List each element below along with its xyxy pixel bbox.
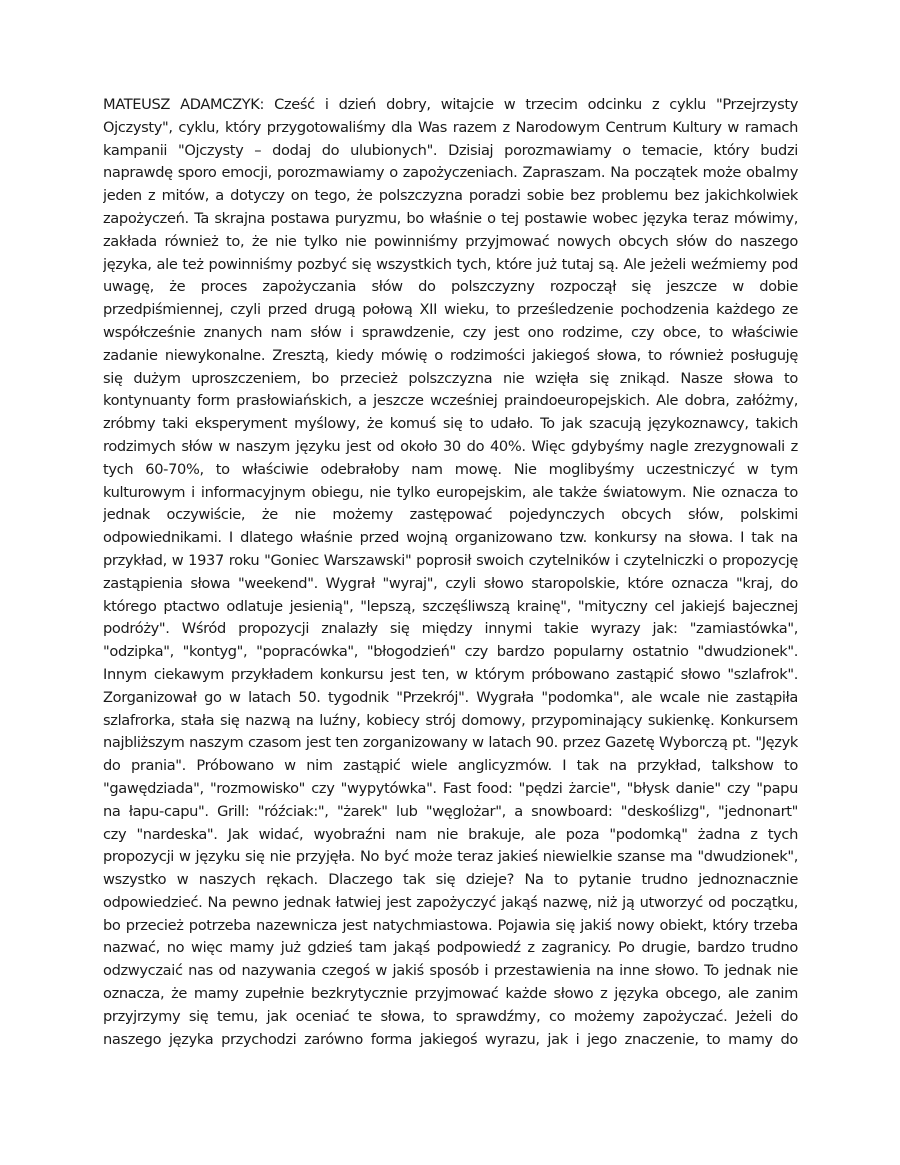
- text-line: przyjrzymy się temu, jak oceniać te słowa, to sprawdźmy, co możemy zapożyczać. Jeżeli do: [103, 1007, 798, 1025]
- text-line: na łapu-capu". Grill: "róźciak:", "żarek" lub "węglożar", a snowboard: "deskoślizg", "jednonart": [103, 802, 798, 820]
- text-line: zastąpienia słowa "weekend". Wygrał "wyraj", czyli słowo staropolskie, które oznacza "kraj, do: [103, 574, 798, 592]
- text-line: przykład, w 1937 roku "Goniec Warszawski" poprosił swoich czytelników i czytelniczki o propozycję: [103, 551, 798, 569]
- text-line: czy "nardeska". Jak widać, wyobraźni nam nie brakuje, ale poza "podomką" żadna z tych: [103, 825, 798, 843]
- text-line: jednak oczywiście, że nie możemy zastępować pojedynczych obcych słów, polskimi: [103, 506, 798, 524]
- text-line: przedpiśmiennej, czyli przed drugą połową XII wieku, to prześledzenie pochodzenia każdego ze: [103, 301, 798, 319]
- text-line: szlafrorka, stała się nazwą na luźny, kobiecy strój domowy, przypominający sukienkę. Konkursem: [103, 711, 798, 729]
- text-line: propozycji w języku się nie przyjęła. No być może teraz jakieś niewielkie szanse ma "dwudzionek",: [103, 848, 798, 866]
- text-line: kontynuanty form prasłowiańskich, a jeszcze wcześniej praindoeuropejskich. Ale dobra, załóżmy,: [103, 392, 798, 410]
- text-line: uwagę, że proces zapożyczania słów do polszczyzny rozpoczął się jeszcze w dobie: [103, 278, 798, 296]
- text-line: kampanii "Ojczysty – dodaj do ulubionych". Dzisiaj porozmawiamy o temacie, który budzi: [103, 141, 798, 159]
- text-line: Innym ciekawym przykładem konkursu jest ten, w którym próbowano zastąpić słowo "szlafrok".: [103, 665, 798, 683]
- text-line: jeden z mitów, a dotyczy on tego, że polszczyzna poradzi sobie bez problemu bez jakichkolwiek: [103, 187, 798, 205]
- transcript-paragraph: [103, 94, 798, 1051]
- text-line: rodzimych słów w naszym języku jest od około 30 do 40%. Więc gdybyśmy nagle zrezygnowali z: [103, 437, 798, 455]
- text-line: Zorganizował go w latach 50. tygodnik "Przekrój". Wygrała "podomka", ale wcale nie zastąpiła: [103, 688, 798, 706]
- text-line: odzwyczaić nas od nazywania czegoś w jakiś sposób i przestawienia na inne słowo. To jednak nie: [103, 962, 798, 980]
- text-line: najbliższym naszym czasom jest ten zorganizowany w latach 90. przez Gazetę Wyborczą pt. "Język: [103, 734, 798, 752]
- text-line: naprawdę sporo emocji, porozmawiamy o zapożyczeniach. Zapraszam. Na początek może obalmy: [103, 164, 798, 182]
- text-line: odpowiednikami. I dlatego właśnie przed wojną organizowano tzw. konkursy na słowa. I tak na: [103, 529, 798, 547]
- text-line: współcześnie znanych nam słów i sprawdzenie, czy jest ono rodzime, czy obce, to właściwie: [103, 323, 798, 341]
- text-line: którego ptactwo odlatuje jesienią", "lepszą, szczęśliwszą krainę", "mityczny cel jakiejś bajecznej: [103, 597, 798, 615]
- text-line: odpowiedzieć. Na pewno jednak łatwiej jest zapożyczyć jakąś nazwę, niż ją utworzyć od początku,: [103, 893, 798, 911]
- text-line: języka, ale też powinniśmy pozbyć się wszystkich tych, które już tutaj są. Ale jeżeli weźmiemy pod: [103, 255, 798, 273]
- text-line: "odzipka", "kontyg", "popracówka", "błogodzień" czy bardzo popularny ostatnio "dwudzionek".: [103, 643, 798, 661]
- text-line: podróży". Wśród propozycji znalazły się między innymi takie wyrazy jak: "zamiastówka",: [103, 620, 798, 638]
- text-line: "gawędziada", "rozmowisko" czy "wypytówka". Fast food: "pędzi żarcie", "błysk danie" czy "papu: [103, 779, 798, 797]
- text-line: Ojczysty", cyklu, który przygotowaliśmy dla Was razem z Narodowym Centrum Kultury w ramach: [103, 118, 798, 136]
- text-line: kulturowym i informacyjnym obiegu, nie tylko europejskim, ale także światowym. Nie oznacza to: [103, 483, 798, 501]
- text-line: naszego języka przychodzi zarówno forma jakiegoś wyrazu, jak i jego znaczenie, to mamy do: [103, 1030, 798, 1048]
- text-line: zróbmy taki eksperyment myślowy, że komuś się to udało. To jak szacują językoznawcy, takich: [103, 415, 798, 433]
- text-line: wszystko w naszych rękach. Dlaczego tak się dzieje? Na to pytanie trudno jednoznacznie: [103, 871, 798, 889]
- text-line: tych 60-70%, to właściwie odebrałoby nam mowę. Nie moglibyśmy uczestniczyć w tym: [103, 460, 798, 478]
- text-line: nazwać, no więc mamy już gdzieś tam jakąś podpowiedź z zagranicy. Po drugie, bardzo trudno: [103, 939, 798, 957]
- text-line: oznacza, że mamy zupełnie bezkrytycznie przyjmować każde słowo z języka obcego, ale zanim: [103, 985, 798, 1003]
- text-line: do prania". Próbowano w nim zastąpić wiele anglicyzmów. I tak na przykład, talkshow to: [103, 757, 798, 775]
- text-line: się dużym uproszczeniem, bo przecież polszczyzna nie wzięła się znikąd. Nasze słowa to: [103, 369, 798, 387]
- text-line: zapożyczeń. Ta skrajna postawa puryzmu, bo właśnie o tej postawie wobec języka teraz mówimy,: [103, 209, 798, 227]
- text-line: zakłada również to, że nie tylko nie powinniśmy przyjmować nowych obcych słów do naszego: [103, 232, 798, 250]
- text-line: MATEUSZ ADAMCZYK: Cześć i dzień dobry, witajcie w trzecim odcinku z cyklu "Przejrzysty: [103, 96, 798, 113]
- text-line: bo przecież potrzeba nazewnicza jest natychmiastowa. Pojawia się jakiś nowy obiekt, który trzeba: [103, 916, 798, 934]
- text-line: zadanie niewykonalne. Zresztą, kiedy mówię o rodzimości jakiegoś słowa, to również posługuję: [103, 346, 798, 364]
